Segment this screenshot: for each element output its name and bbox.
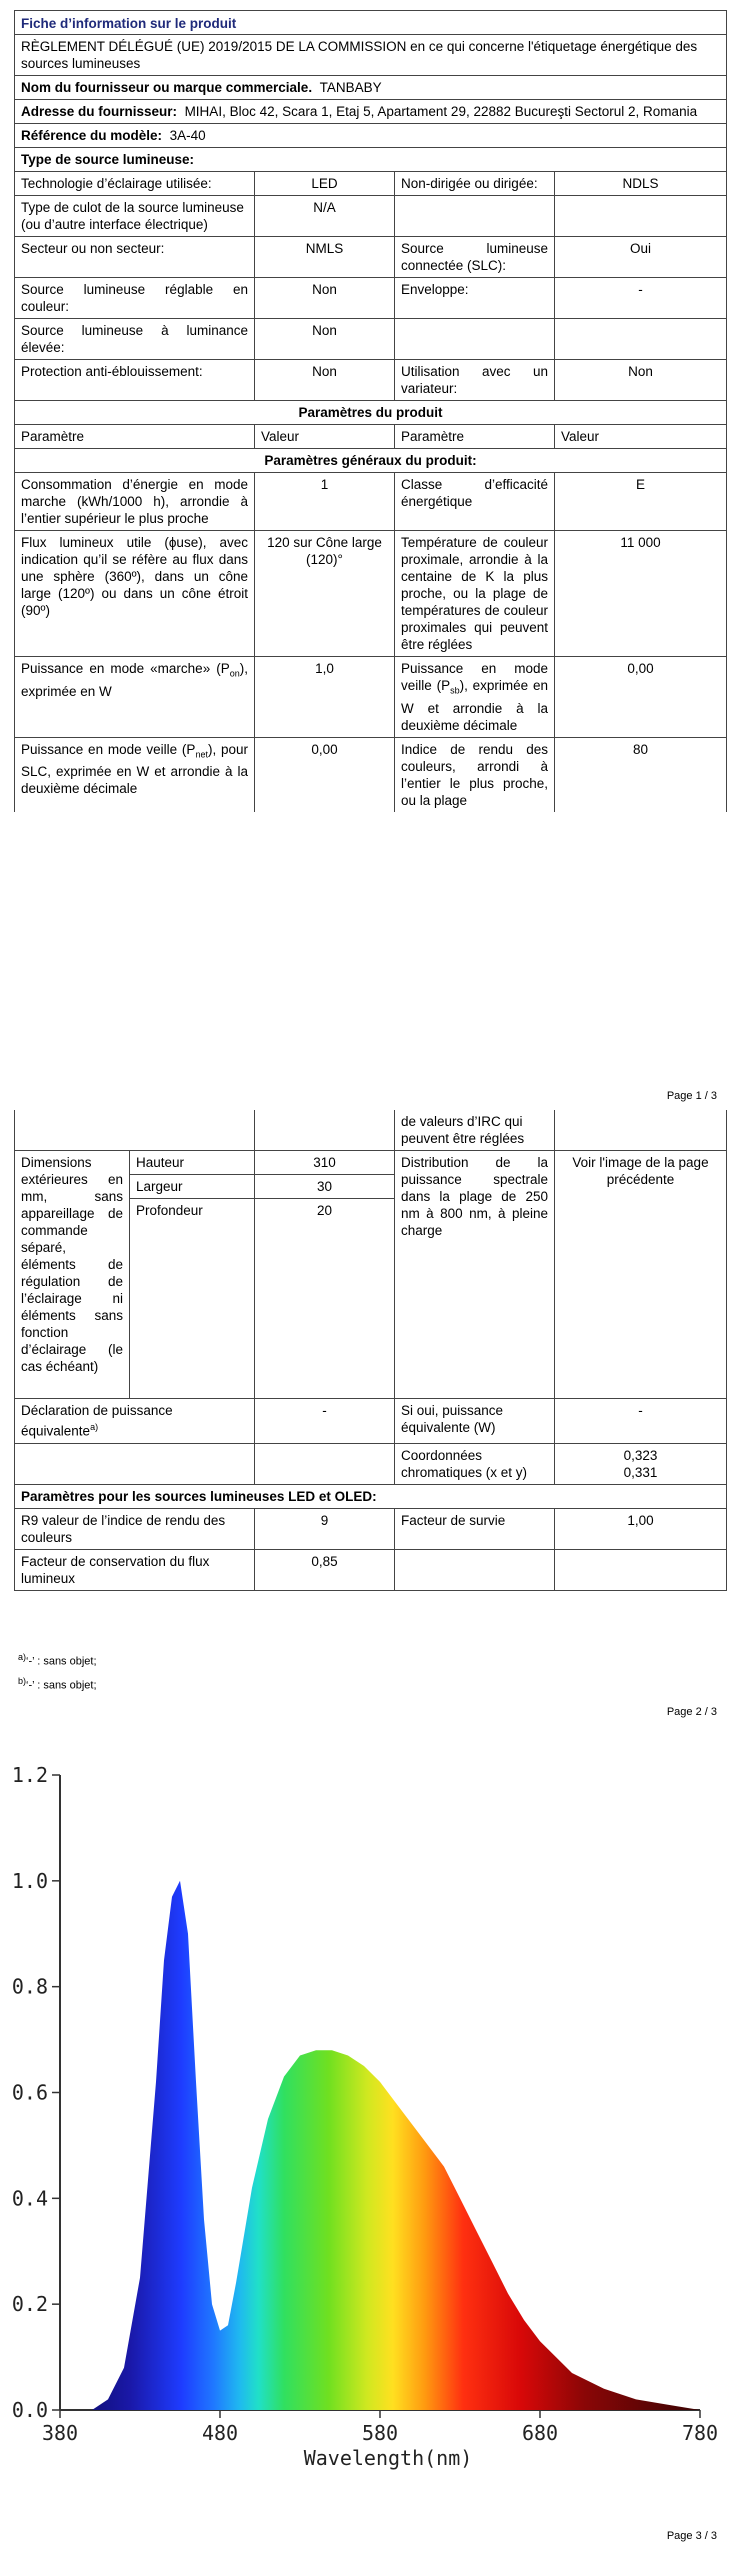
param-value: Non: [255, 360, 395, 401]
page-number: Page 1 / 3: [666, 1090, 717, 1102]
address-value: MIHAI, Bloc 42, Scara 1, Etaj 5, Apartament 29, 22882 Bucureşti Sectorul 2, Romania: [184, 104, 698, 119]
dim-name: Profondeur: [130, 1199, 255, 1399]
param-label: Utilisation avec un variateur:: [395, 360, 555, 401]
param-value: 0,00: [555, 657, 727, 738]
column-header: Paramètre: [15, 425, 255, 449]
y-tick-label: 0.8: [11, 1974, 48, 1999]
led-params-heading: Paramètres pour les sources lumineuses LED et OLED:: [15, 1484, 727, 1508]
param-label: Type de culot de la source lumineuse (ou d’autre interface électrique): [15, 196, 255, 237]
param-value: N/A: [255, 196, 395, 237]
spectrum-area: [60, 1881, 700, 2410]
y-tick-label: 0.6: [11, 2080, 48, 2105]
table-row: [15, 1549, 727, 1590]
table-row: [15, 1508, 727, 1549]
table-row: [15, 278, 727, 319]
column-header-row: [15, 425, 727, 449]
regulation-text: RÈGLEMENT DÉLÉGUÉ (UE) 2019/2015 DE LA COMMISSION en ce qui concerne l'étiquetage énergétique des sources lumineuses: [15, 35, 727, 76]
x-tick-label: 680: [521, 2421, 559, 2445]
param-label: Enveloppe:: [395, 278, 555, 319]
param-label: Classe d’efficacité énergétique: [395, 473, 555, 531]
page-number: Page 2 / 3: [666, 1706, 717, 1718]
y-tick-label: 0.2: [11, 2292, 48, 2317]
param-value: 80: [555, 737, 727, 812]
lumen-label: Facteur de conservation du flux lumineux: [15, 1549, 255, 1590]
r9-value: 9: [255, 1508, 395, 1549]
y-tick-label: 0.0: [11, 2398, 48, 2422]
r9-label: R9 valeur de l’indice de rendu des couleurs: [15, 1508, 255, 1549]
x-tick-label: 780: [681, 2421, 719, 2445]
y-tick-label: 1.2: [11, 1763, 48, 1787]
table-row: [15, 237, 727, 278]
param-value: 1,0: [255, 657, 395, 738]
supplier-label: Nom du fournisseur ou marque commerciale.: [21, 80, 313, 95]
table-row: [15, 1151, 727, 1175]
param-value: Oui: [555, 237, 727, 278]
param-label: Source lumineuse à luminance élevée:: [15, 319, 255, 360]
param-label: de valeurs d’IRC qui peuvent être réglées: [395, 1110, 555, 1151]
x-tick-label: 480: [201, 2421, 239, 2445]
table-row: [15, 531, 727, 657]
dim-name: Hauteur: [130, 1151, 255, 1175]
y-tick-label: 0.4: [11, 2186, 48, 2211]
param-value: E: [555, 473, 727, 531]
survival-value: 1,00: [555, 1508, 727, 1549]
param-label: Secteur ou non secteur:: [15, 237, 255, 278]
footnote-a: $^{a)}$‘-’ : sans objet;: [18, 1652, 97, 1668]
page-1: [0, 0, 737, 1110]
survival-label: Facteur de survie: [395, 1508, 555, 1549]
equiv-w-label: Si oui, puissance équivalente (W): [395, 1399, 555, 1444]
x-tick-label: 580: [361, 2421, 399, 2445]
info-table-page-2: [14, 1110, 727, 1591]
dim-value: 30: [255, 1175, 395, 1199]
equiv-w-value: -: [555, 1399, 727, 1444]
chroma-value: 0,323 0,331: [555, 1443, 727, 1484]
param-value: 0,00: [255, 737, 395, 812]
table-row: [15, 1110, 727, 1151]
document-title: Fiche d’information sur le produit: [15, 11, 727, 35]
spectral-value: Voir l'image de la page précédente: [555, 1151, 727, 1399]
param-value: NDLS: [555, 172, 727, 196]
param-value: 120 sur Cône large (120)°: [255, 531, 395, 657]
product-params-heading: Paramètres du produit: [15, 401, 727, 425]
page-3: [0, 1730, 737, 2560]
param-value: 11 000: [555, 531, 727, 657]
param-label: Température de couleur proximale, arrondie à la centaine de K la plus proche, ou la plage de températures de couleur proximales qui peuvent être réglées: [395, 531, 555, 657]
param-label: Technologie d’éclairage utilisée:: [15, 172, 255, 196]
table-row: [15, 1443, 727, 1484]
table-row: [15, 196, 727, 237]
dim-name: Largeur: [130, 1175, 255, 1199]
table-row: [15, 737, 727, 812]
param-label: Flux lumineux utile (ϕuse), avec indication qu’il se réfère au flux dans une sphère (360º), dans un cône large (120º) ou dans un cône étroit (90º): [15, 531, 255, 657]
table-row: [15, 657, 727, 738]
table-row: [15, 319, 727, 360]
supplier-value: TANBABY: [319, 80, 382, 95]
param-label: Consommation d’énergie en mode marche (kWh/1000 h), arrondie à l’entier supérieur le plus proche: [15, 473, 255, 531]
param-label: Puissance en mode veille $(P_{sb})$, exprimée en W et arrondie à la deuxième décimale: [395, 657, 555, 738]
param-value: NMLS: [255, 237, 395, 278]
param-label: Puissance en mode «marche» $(P_{on})$, exprimée en W: [15, 657, 255, 738]
address-label: Adresse du fournisseur:: [21, 104, 178, 119]
model-row: [15, 124, 727, 148]
param-label: Source lumineuse réglable en couleur:: [15, 278, 255, 319]
equiv-label: Déclaration de puissance équivalente$^{a)}$: [15, 1399, 255, 1444]
y-axis-ticks: [12, 1763, 60, 2422]
param-value: [555, 196, 727, 237]
table-row: [15, 473, 727, 531]
supplier-row: [15, 76, 727, 100]
column-header: Valeur: [255, 425, 395, 449]
param-value: Non: [255, 319, 395, 360]
lumen-value: 0,85: [255, 1549, 395, 1590]
page-number: Page 3 / 3: [666, 2530, 717, 2542]
column-header: Valeur: [555, 425, 727, 449]
param-value: [555, 319, 727, 360]
param-label: Source lumineuse connectée (SLC):: [395, 237, 555, 278]
param-label: Non-dirigée ou dirigée:: [395, 172, 555, 196]
dimensions-label: Dimensions extérieures en mm, sans appareillage de commande séparé, éléments de régulation de l’éclairage ni éléments sans fonction d’éclairage (le cas échéant): [15, 1151, 130, 1399]
chroma-label: Coordonnées chromatiques (x et y): [395, 1443, 555, 1484]
source-type-heading: Type de source lumineuse:: [15, 148, 727, 172]
x-axis-ticks: [42, 2410, 718, 2445]
param-value: Non: [255, 278, 395, 319]
spectral-chart: [0, 1760, 737, 2480]
param-value: Non: [555, 360, 727, 401]
address-row: [15, 100, 727, 124]
table-row: [15, 360, 727, 401]
table-row: [15, 172, 727, 196]
model-label: Référence du modèle:: [21, 128, 163, 143]
table-row: [15, 1399, 727, 1444]
x-tick-label: 380: [41, 2421, 79, 2445]
column-header: Paramètre: [395, 425, 555, 449]
info-table-page-1: [14, 10, 727, 812]
page-2: [0, 1110, 737, 1730]
param-value: LED: [255, 172, 395, 196]
footnote-b: $^{b)}$‘-’ : sans objet;: [18, 1676, 97, 1692]
param-value: -: [555, 278, 727, 319]
dim-value: 20: [255, 1199, 395, 1399]
param-label: [395, 319, 555, 360]
equiv-value: -: [255, 1399, 395, 1444]
param-value: 1: [255, 473, 395, 531]
param-label: Protection anti-éblouissement:: [15, 360, 255, 401]
param-label: Puissance en mode veille $(P_{net})$, pour SLC, exprimée en W et arrondie à la deuxième décimale: [15, 737, 255, 812]
x-axis-label: Wavelength(nm): [303, 2446, 473, 2470]
model-value: 3A-40: [169, 128, 206, 143]
y-tick-label: 1.0: [11, 1868, 48, 1893]
dim-value: 310: [255, 1151, 395, 1175]
spectral-label: Distribution de la puissance spectrale dans la plage de 250 nm à 800 nm, à pleine charge: [395, 1151, 555, 1399]
param-label: Indice de rendu des couleurs, arrondi à l’entier le plus proche, ou la plage: [395, 737, 555, 812]
general-params-heading: Paramètres généraux du produit:: [15, 449, 727, 473]
param-label: [395, 196, 555, 237]
